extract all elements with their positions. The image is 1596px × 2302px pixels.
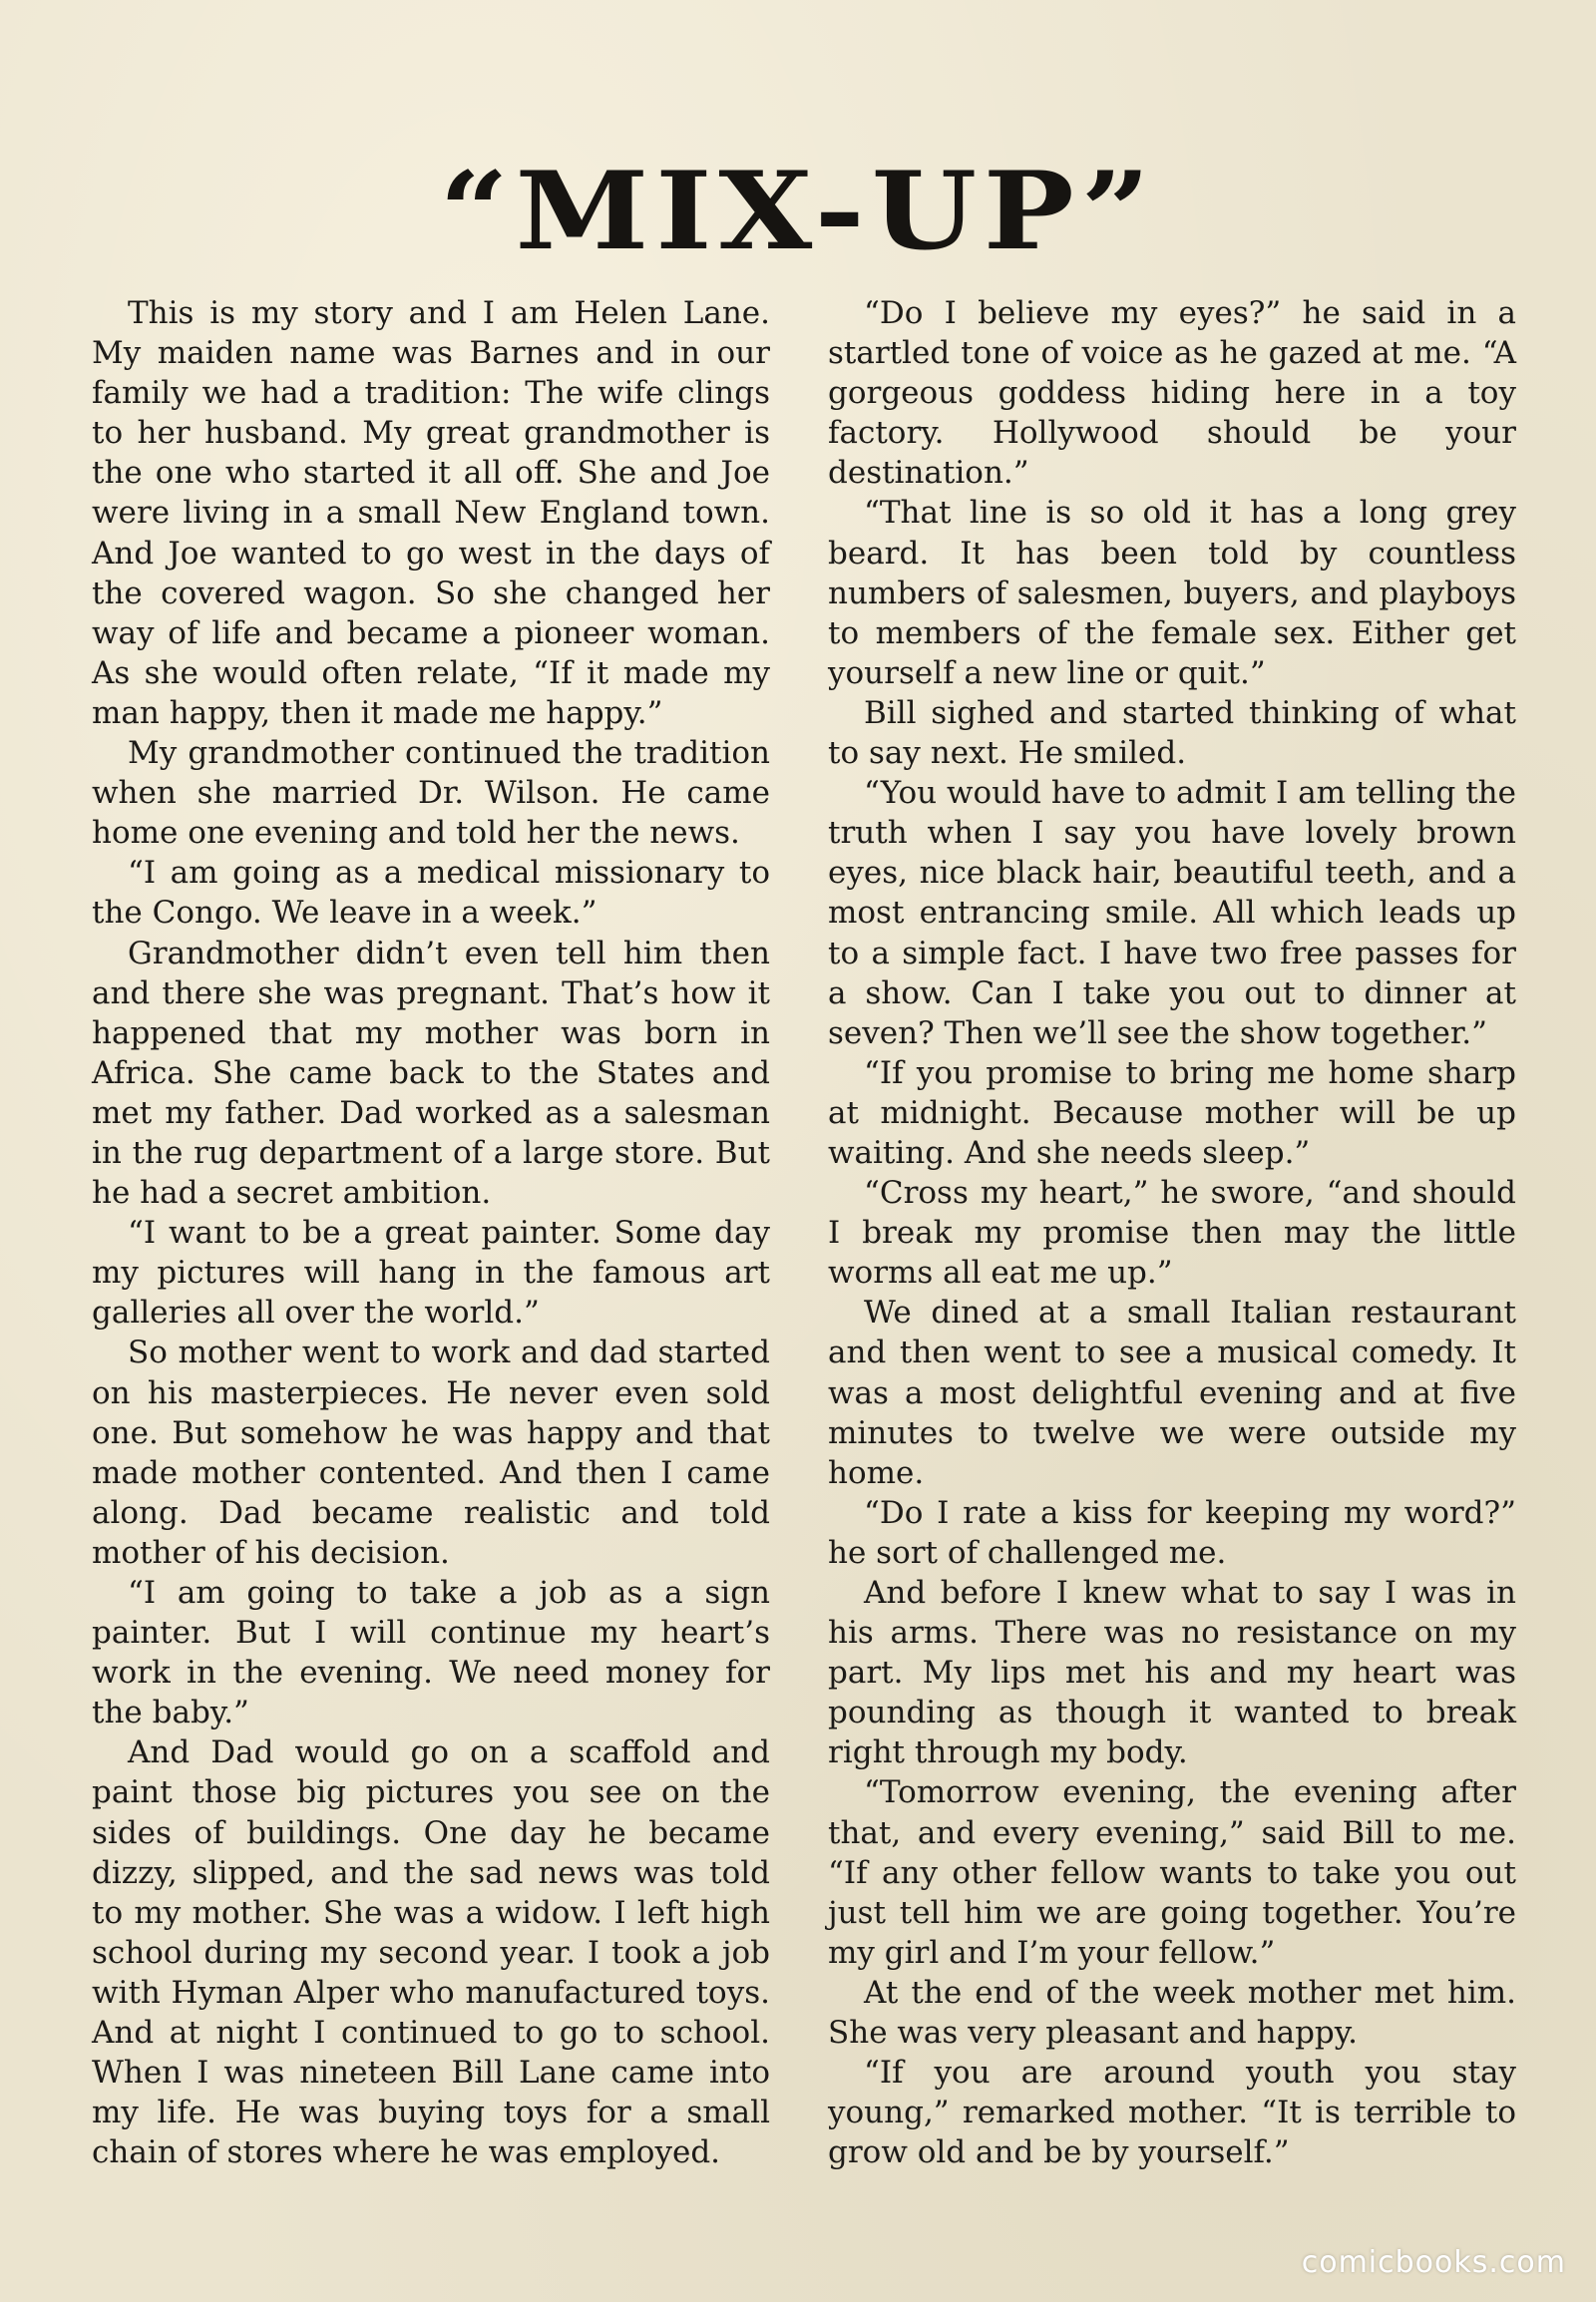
paragraph: “If you are around youth you stay young,” remarked mother. “It is terrible to grow old and be by yourself.” [828,2055,1516,2171]
paragraph: This is my story and I am Helen Lane. My maiden name was Barnes and in our family we had a tradition: The wife clings to her husband. My great grandmother is the one who started it all off. She and Joe were living in a small New England town. And Joe wanted to go west in the days of the covered wagon. So she changed her way of life and became a pioneer woman. As she would often relate, “If it made my man happy, then it made me happy.” [92,295,770,731]
paragraph: “Cross my heart,” he swore, “and should I break my promise then may the little worms all eat me up.” [828,1175,1516,1292]
paragraph: At the end of the week mother met him. She was very pleasant and happy. [828,1974,1516,2052]
paragraph: And before I knew what to say I was in his arms. There was no resistance on my part. My lips met his and my heart was pounding as though it wanted to break right through my body. [828,1575,1516,1771]
right-column [828,293,1516,2172]
paragraph: Grandmother didn’t even tell him then and there she was pregnant. That’s how it happened that my mother was born in Africa. She came back to the States and met my father. Dad worked as a salesman in the rug department of a large store. But he had a secret ambition. [92,935,770,1212]
left-column [92,293,770,2172]
paragraph: “If you promise to bring me home sharp at midnight. Because mother will be up waiting. And she needs sleep.” [828,1054,1516,1171]
paragraph: My grandmother continued the tradition when she married Dr. Wilson. He came home one evening and told her the news. [92,735,770,852]
paragraph: “Do I believe my eyes?” he said in a startled tone of voice as he gazed at me. “A gorgeous goddess hiding here in a toy factory. Hollywood should be your destination.” [828,295,1516,492]
paragraph: “You would have to admit I am telling the truth when I say you have lovely brown eyes, nice black hair, beautiful teeth, and a most entrancing smile. All which leads up to a simple fact. I have two free passes for a show. Can I take you out to dinner at seven? Then we’ll see the show together.” [828,775,1516,1051]
paragraph: “Tomorrow evening, the evening after that, and every evening,” said Bill to me. “If any other fellow wants to take you out just tell him we are going together. You’re my girl and I’m your fellow.” [828,1774,1516,1971]
paragraph: “I am going as a medical missionary to the Congo. We leave in a week.” [92,855,770,932]
paragraph: So mother went to work and dad started on his masterpieces. He never even sold one. But somehow he was happy and that made mother contented. And then I came along. Dad became realistic and told mother of his decision. [92,1335,770,1571]
paragraph: And Dad would go on a scaffold and paint those big pictures you see on the sides of buildings. One day he became dizzy, slipped, and the sad news was told to my mother. She was a widow. I left high school during my second year. I took a job with Hyman Alper who manufactured toys. And at night I continued to go to school. When I was nineteen Bill Lane came into my life. He was buying toys for a small chain of stores where he was employed. [92,1734,770,2171]
paragraph: We dined at a small Italian restaurant and then went to see a musical comedy. It was a most delightful evening and at five minutes to twelve we were outside my home. [828,1295,1516,1491]
paragraph: “I want to be a great painter. Some day my pictures will hang in the famous art galleries all over the world.” [92,1215,770,1332]
paragraph: “I am going to take a job as a sign painter. But I will continue my heart’s work in the evening. We need money for the baby.” [92,1575,770,1731]
paragraph: “That line is so old it has a long grey beard. It has been told by countless numbers of salesmen, buyers, and playboys to members of the female sex. Either get yourself a new line or quit.” [828,495,1516,691]
paragraph: Bill sighed and started thinking of what to say next. He smiled. [828,694,1516,772]
watermark: comicbooks.com [1301,2245,1566,2280]
story-title: “MIX-UP” [439,149,1157,274]
paragraph: “Do I rate a kiss for keeping my word?” he sort of challenged me. [828,1494,1516,1571]
